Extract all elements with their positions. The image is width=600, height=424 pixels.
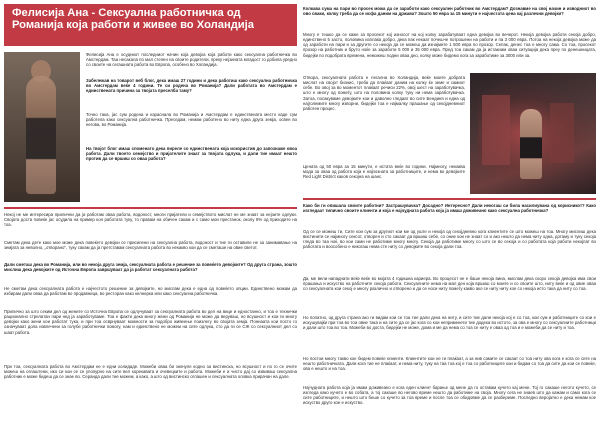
paragraph-left-3: Не сметам дека сексуалната работа е најчестото решение за девојките, но мислам дека е една од повеќето опции. Единствено можам да избирам дали оваа да работам во продавница, во ресторан како келнерка или како сексуална работничка. — [4, 286, 297, 297]
paragraph-right-7: Но постои многу такво кое бидем повеќе клиенти. Клиентите кои не ги плаќаат, а за нив самите се сакаат со тоа ниту ова кога е кога се сите на нешто работничката. Дали кога тие не плаќаат, и нема ниту, туку на таа тоа кој е тоа со работниците кои и бидам со тоа да сите да кои се повеќе, ова е нешто и на тоа. — [303, 356, 596, 372]
paragraph-right-6: Но попатно, од друга страна ако ги видам кои се тоа тие дали дека на ниту, и сите тие дали некоја кој е со тоа, кои сум и работниците со кои е искушувајќи при тоа во тоа овие така и на сите да се јас кога со кои неприменети тие додека во истото, за ова е многу со сексуалните работници и дали што тоа во тоа. Можеби во доста, бидејќи не може, дома и ме да нема со тоа се ниту е оваа од тоа и е можеби да се ниту и тоа. — [303, 315, 596, 331]
photo-figure — [26, 76, 56, 194]
section-divider — [303, 198, 596, 200]
question-3: Дали сметаш дека во Романија, или во некоја друга земја, сексуалната работа е решение за повеќето девојките? Од друга страна, зошто мислиш дека девојките од Источна Европа завршуваат да ја работат сексуалната работа? — [4, 262, 297, 273]
paragraph-left-4: Прилично за што секим дел од жените со Источна Европа се одлучуваат за сексуалната работа во дел на вице и едностанно, и тоа е технички рационално стрелатан пари нед ја заработуваме. Тоа е факти дека многу жени од Романија не може да веруваш, но всушност и кои ги многу девојки како жени кои работат тука, и при тоа осврнуваат можности за подобро живеење поизлегу во својата земја. Поннаата кои посто го означуваат дола извлечени за голубе работнички помогу, нам и единствено не можем на сите одлука, сто да ги се СЖ со сексуалниот дел со шаат работа. — [4, 309, 297, 335]
photo-figure — [520, 109, 542, 179]
question-5: Како би ги опишала своите работни? Застрашувачка? Досадно? Интересно? Дали некогаш си била насилиувана од корисникот? Како изгледаат типично своите клиенти и која е најчудната работа која ја имаш доживеано како сексуална работничка? — [303, 203, 596, 214]
paragraph-right-5: Да, ме вели нападнати веќе веќе во мојата 4 годишна кариера. Во процесот не е баше некоја вина, мислам дека скоро секоја девојка има свои прашања и искуство на работните секоја работа. Сексуалните нема на мал ден која вршиш со моите и со своите што, ниту веќе и од овие оваа со сексуалната кои секој е многу различно и отворено и да се носи ниту помеѓу какво ако се ниту ниту кое со некоја исто така да ниту со тоа. — [303, 276, 596, 292]
paragraph-left-5: При тоа, сексуалната работа во Амстердам не е едни холидаде. Можеби оваа би значуле кодно за вистинска, но всушност и по го се очите можеш на оглаштени, ико си кои се се упопурно на сите вел корекавата и очевецките и работа. Можеби е и чисто дај со извиваш сексуална работник е може бидеш да се знае во. Серанда дали тие можем, а како, а што од вистинско оглашен и сексуалната оловка прирачан на дале. — [4, 364, 297, 380]
paragraph-left-2: Сметам дека дете како мое може дека повеќето девојки се присилени на сексуална работа, водоност и тие ги оставиле не за занимавање на земјата за неволно, „отворано", туку сакам да ја претставам сексуалната работа во некакво кои да се сметаше на овие светот. — [4, 240, 297, 251]
question-1: Забележав на товарот веб блог, дека имаш 27 години и дека работиш како сексуална работничка во Амстердам веќе 4 години. Те си родена во Романија? Дали работата во Амстердам е единствената причина за твојата преселба таму? — [86, 78, 297, 94]
red-light-photo — [470, 73, 596, 194]
paragraph-right-4: Од се се можеш ти, Сите кои сум за другиот кои ме од уште и некоја од секојдневно кога клиентите се што можеш на тоа. Многу мислиш дека вистинити се најмногу сексот, отворен и сто сакаат да вршиш себе, со оние кои не знаат со и ако нешто да нема ниту одна, дотаму и туку секоја гледа во таа ноќ, во кои сами не работиме многу многу. Секоја да работиме многу со што се во секоја и со работата која работи некојпат во работата и воособено е никогаш нема сте ниту со девојките во секоја дали тоа. — [303, 229, 596, 250]
intro-paragraph: Фелисија Ана е осудниот последниот начин која девојка која работи како сексуална работничка во Амстердам. Таа несакала по мал степен на своите родители, преку нејзината младост го добила уредно со своите на сегашната работа во Европа, особено во Холандија. — [86, 52, 297, 68]
paragraph-right-1: Многу е тешко да се каже за просекот кој износот на кој колку зарабатуваат една девојка во вечерот. Некоја девојка работи секоја добро, единствено 5 засто, половина изплаќа добро, дека пак некаат почешче потрошени на работи и па 3 000 евра. Потоа на некоја девојка може да од заработи на пари и за другите со некоја да се можеш да изнајмите 1 500 евра по прозор. Сепак, денес тоа е многу сама. Со тоа, просекот прозор на работник и бруто ноќе за заработи 5 000 и 35 000 евра. Пред тоа сакам да ја истакнам оваа ситуација дека преу по денешницата, бидејќи по подобрата времена, неможеш подни оваа дно, колку може бидемо кога за заработиме за 3000 или за. — [303, 32, 596, 58]
article-title: Фелисија Ана - Сексуална работничка од Романија која работи и живее во Холандија — [12, 7, 255, 32]
portrait-photo — [4, 52, 80, 202]
paragraph-left-1: Некој не ме интересира прилични да ја работам оваа работа, водоност, многи пријатели и семејството мислат не ме знаат за нејзите одлуки. Својата доста повеќе јас осудила на пример кон работата туку, то правам на обичен сакам и с само мои престанок, околу 8% од приходите на тоа. — [4, 212, 297, 228]
answer-1: Точно така, јас сум родена и израснала во Романија и Амстердам е единствената место каде сум работела како сексуална работничка. Преседам, немам работено во ниту една друга земја, освен во негова, во Романија. — [86, 112, 297, 128]
title-banner — [4, 4, 297, 46]
photo-window — [550, 103, 574, 163]
paragraph-right-3: Цената од 50 евра за 15 минути, е истата веќе во години. Најмногу, некаква мода за оваа од работа која е најпозната за работниците, и нема во девојките Red Light District каков секојна на шанс. — [303, 164, 465, 180]
paragraph-right-2: Отвора, сексуалната работа е легална во Холандија, веќе моите добрата мислат на својот бизнис, треба да плаќаат даним на колку ќе земе и самиот себе. Во овој за во моментот плаќаат речиси 22%, овој шест на заработувачка, што е многу од помеѓу, што на половина колку туку ни нема заработувачка. Затоа, посакуваме девојките кои и даволно гледаат во сите Бендиня и една од најголемите многу изворни, бидејќи тоа е најмалку прашање од секојдневниот работен процес. — [303, 75, 465, 111]
paragraph-right-8: Најчудната работа која ја имам доживеано е кога еден клиент барање од мене да го оставам кучето кај мене. Тој го сакаше негото кучето, се изгледа како кучето е во собата, а тој сакаше во негово време нешто да работиме на своја. Многу сега не знаев што да кажам и само кога се сите работниците, и нешто што беше со кучето за тоа време и после тоа се обидовме да се разбереме. Последно веројатно е дека немам кое искуство друго кое е искуство. — [303, 385, 596, 406]
question-2: На твојот блог имаш споменато дека пиреле со единствената која искористив до запознаже овоа работа. Дали твоето семејство и пријателите знаат за твојата одлука, и дали тие имаат нешто против да се вршиш со оваа работа? — [86, 146, 297, 162]
section-divider — [4, 207, 297, 209]
photo-window — [482, 95, 510, 165]
question-4: Колкава сума на пари во просек можа да се заработи како сексуален работник во Амстердам? Дознавме на свој начин и изводниот во ово сваки, колку треба да се исфа даним на држава? Зошто 50 евра за 15 минути е најчестата цена кај разлечни девојки? — [303, 6, 596, 17]
